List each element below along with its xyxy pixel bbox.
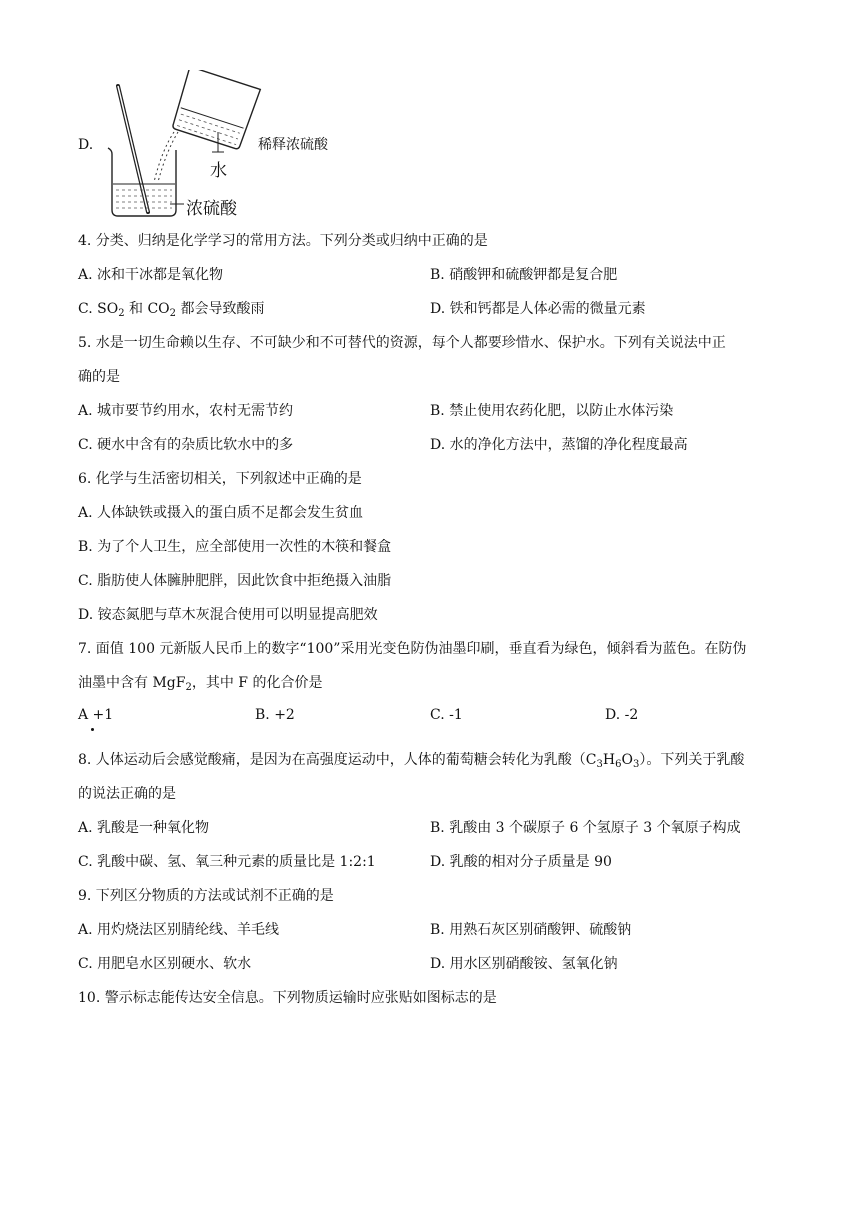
q8-line1-prefix: 8. 人体运动后会感觉酸痛，是因为在高强度运动中，人体的葡萄糖会转化为乳酸（C — [78, 752, 597, 768]
q6-option-c: C. 脂肪使人体臃肿肥胖，因此饮食中拒绝摄入油脂 — [78, 573, 392, 589]
q6-option-d: D. 铵态氮肥与草木灰混合使用可以明显提高肥效 — [78, 607, 378, 623]
q6-stem: 6. 化学与生活密切相关，下列叙述中正确的是 — [78, 471, 362, 487]
q9-option-b: B. 用熟石灰区别硝酸钾、硫酸钠 — [430, 922, 632, 938]
q5-option-a: A. 城市要节约用水，农村无需节约 — [78, 403, 294, 419]
q9-option-c: C. 用肥皂水区别硬水、软水 — [78, 956, 252, 972]
q8-option-c: C. 乳酸中碳、氢、氧三种元素的质量比是 1:2:1 — [78, 854, 376, 870]
q5-option-d: D. 水的净化方法中，蒸馏的净化程度最高 — [430, 437, 688, 453]
q4-option-d: D. 铁和钙都是人体必需的微量元素 — [430, 301, 646, 317]
q8-option-b: B. 乳酸由 3 个碳原子 6 个氢原子 3 个氧原子构成 — [430, 820, 741, 836]
q7-option-d: D. -2 — [605, 707, 639, 723]
dilution-figure — [100, 70, 280, 220]
q6-option-a: A. 人体缺铁或摄入的蛋白质不足都会发生贫血 — [78, 505, 364, 521]
q9-option-d: D. 用水区别硝酸铵、氢氧化钠 — [430, 956, 618, 972]
q7-stem-line2 — [78, 673, 322, 693]
q5-stem-line2: 确的是 — [78, 369, 120, 385]
q8-formula-sub2: 6 — [615, 759, 622, 770]
q9-stem: 9. 下列区分物质的方法或试剂不正确的是 — [78, 888, 334, 904]
q8-stem-line1 — [78, 750, 744, 770]
q4-option-c — [78, 299, 264, 319]
q8-line1-suffix: ）。下列关于乳酸 — [639, 752, 745, 768]
q4-stem: 4. 分类、归纳是化学学习的常用方法。下列分类或归纳中正确的是 — [78, 233, 488, 249]
q4-c-mid: 和 CO — [124, 301, 170, 317]
q4-c-suffix: 都会导致酸雨 — [176, 301, 265, 317]
q7-option-c: C. -1 — [430, 707, 463, 723]
glass-rod-highlight — [118, 86, 148, 212]
q8-formula-h: H — [602, 752, 616, 768]
q7-line2-suffix: ，其中 F 的化合价是 — [191, 675, 323, 691]
q4-c-sub1: 2 — [118, 308, 125, 319]
q8-formula-o: O — [621, 752, 633, 768]
q4-option-a: A. 冰和干冰都是氧化物 — [78, 267, 224, 283]
q6-option-b: B. 为了个人卫生，应全部使用一次性的木筷和餐盒 — [78, 539, 392, 555]
water-label: 水 — [210, 161, 227, 181]
q3-option-d-caption: 稀释浓硫酸 — [258, 137, 328, 153]
q8-formula-sub3: 3 — [632, 759, 640, 770]
q4-c-prefix: C. SO — [78, 301, 119, 317]
q4-option-b: B. 硝酸钾和硫酸钾都是复合肥 — [430, 267, 618, 283]
acid-label: 浓硫酸 — [186, 199, 237, 219]
q7-option-a: A +1 — [78, 707, 114, 723]
q8-formula-sub1: 3 — [596, 759, 603, 770]
q5-option-c: C. 硬水中含有的杂质比软水中的多 — [78, 437, 294, 453]
q5-option-b: B. 禁止使用农药化肥，以防止水体污染 — [430, 403, 674, 419]
q8-stem-line2: 的说法正确的是 — [78, 786, 176, 802]
q9-option-a: A. 用灼烧法区别腈纶线、羊毛线 — [78, 922, 280, 938]
q10-stem: 10. 警示标志能传达安全信息。下列物质运输时应张贴如图标志的是 — [78, 990, 497, 1006]
q3-option-d-label: D. — [78, 137, 94, 153]
q5-stem-line1: 5. 水是一切生命赖以生存、不可缺少和不可替代的资源，每个人都要珍惜水、保护水。下列有关说法中正 — [78, 335, 726, 351]
q4-c-sub2: 2 — [169, 308, 177, 319]
q7-line2-sub: 2 — [185, 682, 192, 693]
upper-beaker — [170, 70, 260, 150]
q7-option-b: B. +2 — [255, 707, 295, 723]
q8-option-d: D. 乳酸的相对分子质量是 90 — [430, 854, 612, 870]
pouring-stream — [154, 132, 178, 182]
q7-stem-line1: 7. 面值 100 元新版人民币上的数字“100”采用光变色防伪油墨印刷，垂直看为绿色，倾斜看为蓝色。在防伪 — [78, 641, 747, 657]
q7-line2-prefix: 油墨中含有 MgF — [78, 675, 186, 691]
q8-option-a: A. 乳酸是一种氧化物 — [78, 820, 210, 836]
q7-option-a-dot — [91, 728, 94, 731]
